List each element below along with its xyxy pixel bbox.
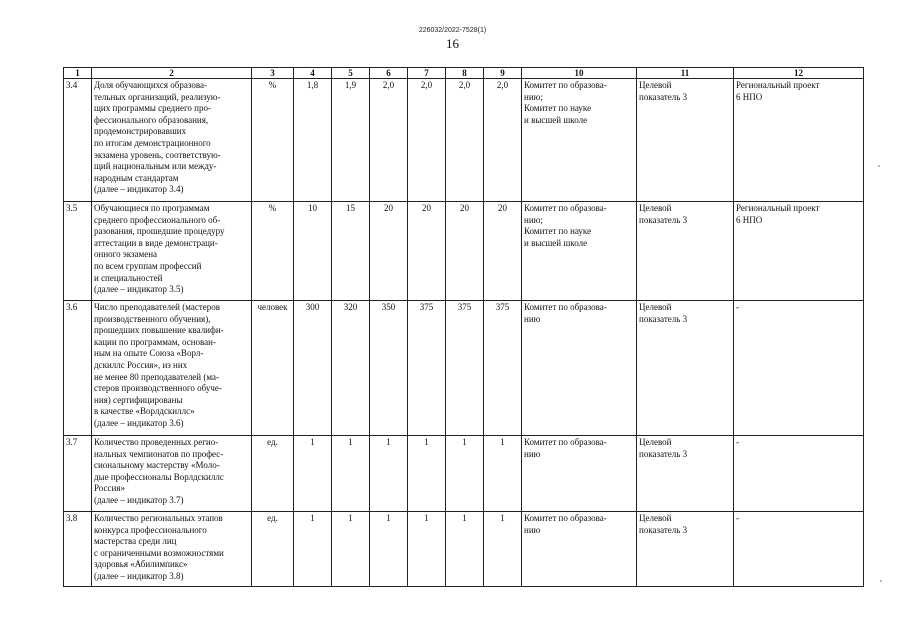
value-cell: 20 xyxy=(484,202,522,301)
page-number: 16 xyxy=(446,36,459,51)
value-cell: 1 xyxy=(332,512,370,587)
column-header: 1 xyxy=(64,68,92,79)
value-cell: 1 xyxy=(446,512,484,587)
value-cell: 20 xyxy=(370,202,408,301)
table-row xyxy=(64,512,864,587)
unit-cell: ед. xyxy=(252,436,294,512)
table-row xyxy=(64,436,864,512)
column-header: 12 xyxy=(734,68,864,79)
value-cell: 375 xyxy=(484,301,522,436)
value-cell: 1 xyxy=(370,512,408,587)
indicators-table xyxy=(63,67,864,587)
value-cell: 1,9 xyxy=(332,79,370,202)
header-row xyxy=(64,68,864,79)
column-header: 6 xyxy=(370,68,408,79)
responsible-cell: Комитет по образова- нию xyxy=(522,301,637,436)
column-header: 7 xyxy=(408,68,446,79)
value-cell: 1 xyxy=(446,436,484,512)
value-cell: 1 xyxy=(332,436,370,512)
document-code: 226032/2022-7528(1) xyxy=(418,27,487,34)
value-cell: 20 xyxy=(408,202,446,301)
value-cell: 2,0 xyxy=(446,79,484,202)
value-cell: 20 xyxy=(446,202,484,301)
column-header: 3 xyxy=(252,68,294,79)
value-cell: 375 xyxy=(446,301,484,436)
row-id: 3.7 xyxy=(64,436,92,512)
row-id: 3.5 xyxy=(64,202,92,301)
responsible-cell: Комитет по образова- нию xyxy=(522,512,637,587)
value-cell: 1 xyxy=(370,436,408,512)
project-cell: Региональный проект 6 НПО xyxy=(734,79,864,202)
value-cell: 1 xyxy=(408,436,446,512)
value-cell: 1,8 xyxy=(294,79,332,202)
row-id: 3.6 xyxy=(64,301,92,436)
project-cell: - xyxy=(734,436,864,512)
responsible-cell: Комитет по образова- нию xyxy=(522,436,637,512)
column-header: 8 xyxy=(446,68,484,79)
scan-speck xyxy=(878,165,880,167)
unit-cell: ед. xyxy=(252,512,294,587)
unit-cell: % xyxy=(252,202,294,301)
project-cell: - xyxy=(734,512,864,587)
target-cell: Целевой показатель 3 xyxy=(637,436,734,512)
value-cell: 1 xyxy=(484,436,522,512)
value-cell: 1 xyxy=(294,512,332,587)
indicator-name: Количество региональных этапов конкурса профессионального мастерства среди лиц с ограниченными возможностями здоровья «Абилимпикс» (далее – индикатор 3.8) xyxy=(92,512,252,587)
indicator-name: Число преподавателей (мастеров производственного обучения), прошедших повышение квалифи- кации по программам, основан- ным на опыте Союза «Ворл- дскиллс Россия», из них не менее 80 преподавателей (ма- стеров производственного обуче- ния) сертифицированы в качестве «Ворлдскиллс» (далее – индикатор 3.6) xyxy=(92,301,252,436)
indicator-name: Доля обучающихся образова- тельных организаций, реализую- щих программы среднего про- фессионального образования, продемонстрировавших по итогам демонстрационного экзамена уровень, соответствую- щий национальным или между- народным стандартам (далее – индикатор 3.4) xyxy=(92,79,252,202)
unit-cell: человек xyxy=(252,301,294,436)
target-cell: Целевой показатель 3 xyxy=(637,79,734,202)
scan-speck xyxy=(880,580,882,582)
table-row xyxy=(64,202,864,301)
value-cell: 1 xyxy=(408,512,446,587)
responsible-cell: Комитет по образова- нию; Комитет по науке и высшей школе xyxy=(522,79,637,202)
project-cell: Региональный проект 6 НПО xyxy=(734,202,864,301)
target-cell: Целевой показатель 3 xyxy=(637,202,734,301)
project-cell: - xyxy=(734,301,864,436)
value-cell: 2,0 xyxy=(408,79,446,202)
column-header: 2 xyxy=(92,68,252,79)
value-cell: 350 xyxy=(370,301,408,436)
row-id: 3.4 xyxy=(64,79,92,202)
value-cell: 10 xyxy=(294,202,332,301)
value-cell: 320 xyxy=(332,301,370,436)
target-cell: Целевой показатель 3 xyxy=(637,301,734,436)
column-header: 5 xyxy=(332,68,370,79)
value-cell: 1 xyxy=(294,436,332,512)
table-row xyxy=(64,301,864,436)
column-header: 9 xyxy=(484,68,522,79)
unit-cell: % xyxy=(252,79,294,202)
value-cell: 1 xyxy=(484,512,522,587)
value-cell: 300 xyxy=(294,301,332,436)
indicator-name: Количество проведенных регио- нальных чемпионатов по профес- сиональному мастерству «Моло- дые профессионалы Ворлдскиллс Россия» (далее – индикатор 3.7) xyxy=(92,436,252,512)
indicator-name: Обучающиеся по программам среднего профессионального об- разования, прошедшие процедуру аттестации в виде демонстраци- онного экзамена по всем группам профессий и специальностей (далее – индикатор 3.5) xyxy=(92,202,252,301)
responsible-cell: Комитет по образова- нию; Комитет по науке и высшей школе xyxy=(522,202,637,301)
value-cell: 2,0 xyxy=(484,79,522,202)
value-cell: 2,0 xyxy=(370,79,408,202)
column-header: 10 xyxy=(522,68,637,79)
value-cell: 15 xyxy=(332,202,370,301)
row-id: 3.8 xyxy=(64,512,92,587)
column-header: 11 xyxy=(637,68,734,79)
table-row xyxy=(64,79,864,202)
value-cell: 375 xyxy=(408,301,446,436)
target-cell: Целевой показатель 3 xyxy=(637,512,734,587)
column-header: 4 xyxy=(294,68,332,79)
